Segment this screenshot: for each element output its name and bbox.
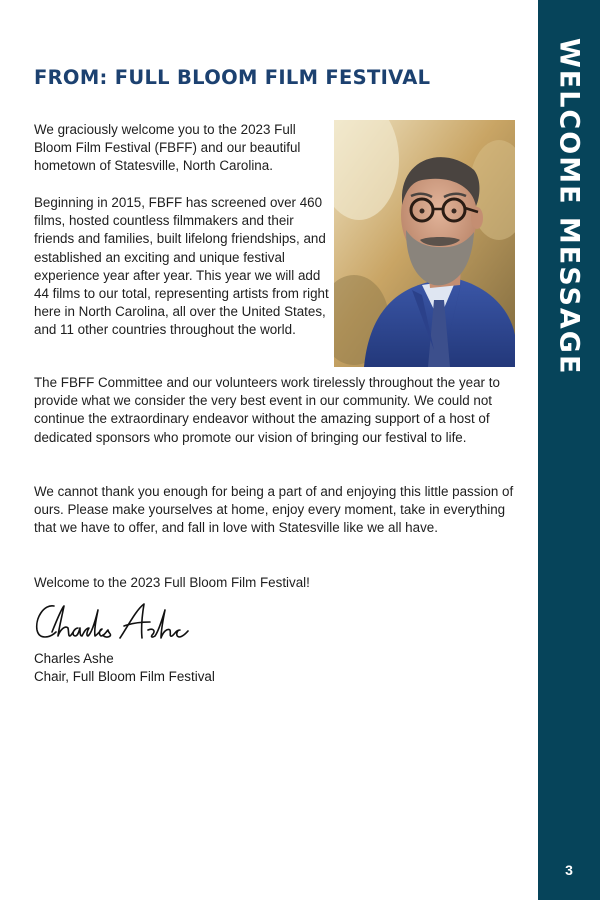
sidebar-band [538,0,600,900]
portrait-photo [334,120,515,367]
welcome-paragraph-2: Beginning in 2015, FBFF has screened over 460 films, hosted countless filmmakers and their friends and families, built lifelong friendships, and established an exciting and unique festival experience year after year. This year we will add 44 films to our total, representing artists from right here in North Carolina, all over the United States, and 11 other countries throughout the world. [34,195,329,338]
section-title: WELCOME MESSAGE [553,38,585,376]
welcome-paragraph-3: The FBFF Committee and our volunteers work tirelessly throughout the year to provide what we consider the very best event in our community. We could not continue the extraordinary endeavor without the amazing support of a host of dedicated sponsors who promote our vision of bringing our festival to life. [34,375,500,445]
page-heading: FROM: FULL BLOOM FILM FESTIVAL [34,66,431,89]
signatory-name: Charles Ashe [34,651,114,666]
welcome-paragraph-1: We graciously welcome you to the 2023 Full Bloom Film Festival (FBFF) and our beautiful hometown of Statesville, North Carolina. [34,122,301,174]
signatory-title: Chair, Full Bloom Film Festival [34,669,215,684]
handwritten-signature [32,598,192,646]
welcome-closing-line: Welcome to the 2023 Full Bloom Film Festival! [34,575,310,590]
page-number: 3 [565,862,573,878]
welcome-paragraph-4: We cannot thank you enough for being a part of and enjoying this little passion of ours. Please make yourselves at home, enjoy every moment, take in everything that we have to offer, and fall in love with Statesville like we all have. [34,484,514,536]
